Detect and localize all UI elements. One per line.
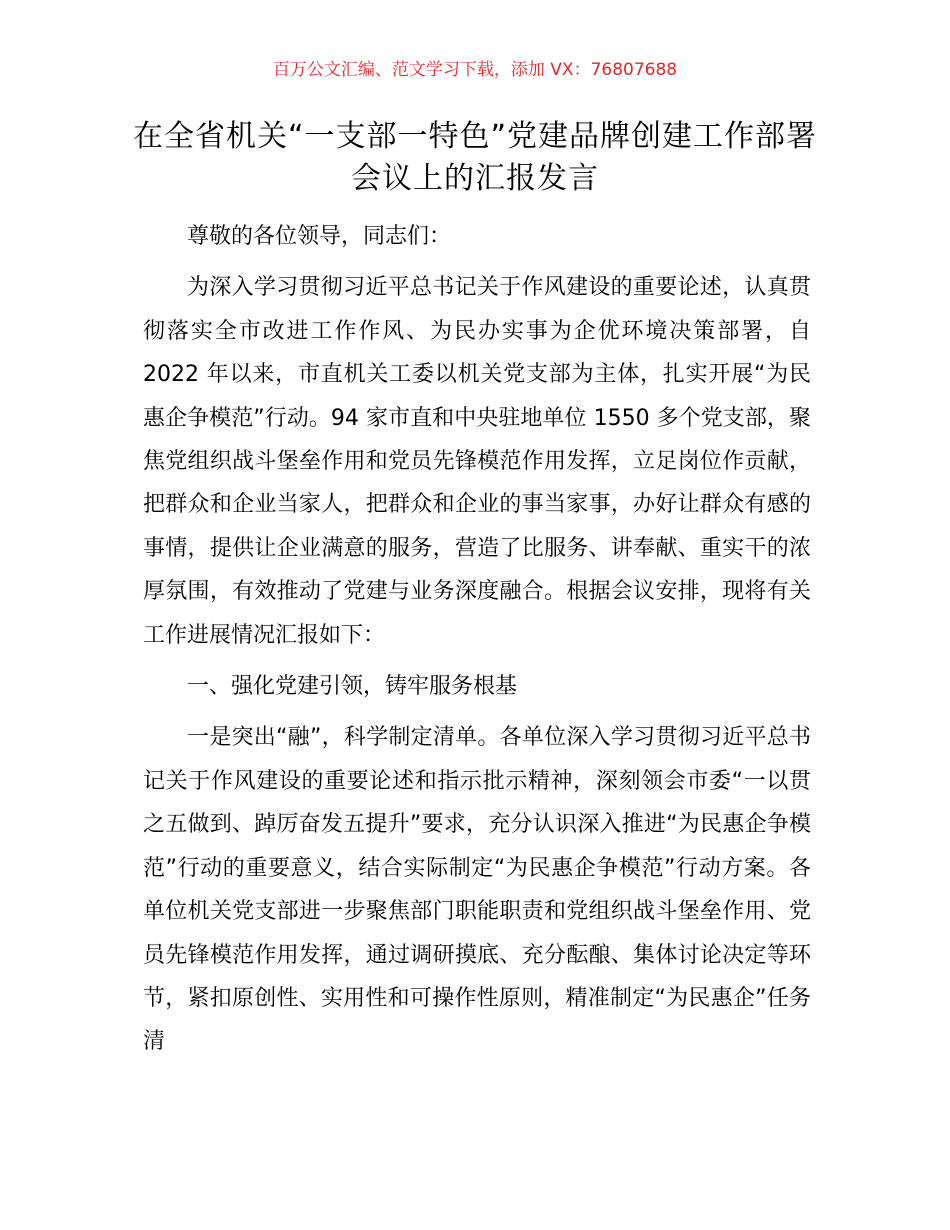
document-title: 在全省机关“一支部一特色”党建品牌创建工作部署会议上的汇报发言	[132, 119, 818, 196]
watermark-header: 百万公文汇编、范文学习下载，添加 VX：76807688	[272, 60, 678, 80]
document-body	[143, 215, 811, 1072]
section-heading-1: 一、强化党建引领，铸牢服务根基	[187, 674, 518, 700]
paragraph-section-1-point-1: 一是突出“融”，科学制定清单。各单位深入学习贯彻习近平总书记关于作风建设的重要论述和指示批示精神，深刻领会市委“一以贯之五做到、踔厉奋发五提升”要求，充分认识深入推进“为民惠企争模范”行动的重要意义，结合实际制定“为民惠企争模范”行动方案。各单位机关党支部进一步聚焦部门职能职责和党组织战斗堡垒作用、党员先锋模范作用发挥，通过调研摸底、充分酝酿、集体讨论决定等环节，紧扣原创性、实用性和可操作性原则，精准制定“为民惠企”任务清	[143, 725, 811, 1055]
paragraph-intro: 为深入学习贯彻习近平总书记关于作风建设的重要论述，认真贯彻落实全市改进工作作风、为民办实事为企优环境决策部署，自 2022 年以来，市直机关工委以机关党支部为主体，扎实开展“为民惠企争模范”行动。94 家市直和中央驻地单位 1550 多个党支部，聚焦党组织战斗堡垒作用和党员先锋模范作用发挥，立足岗位作贡献，把群众和企业当家人，把群众和企业的事当家事，办好让群众有感的事情，提供让企业满意的服务，营造了比服务、讲奉献、重实干的浓厚氛围，有效推动了党建与业务深度融合。根据会议安排，现将有关工作进展情况汇报如下：	[143, 275, 811, 648]
salutation: 尊敬的各位领导，同志们：	[187, 224, 452, 249]
